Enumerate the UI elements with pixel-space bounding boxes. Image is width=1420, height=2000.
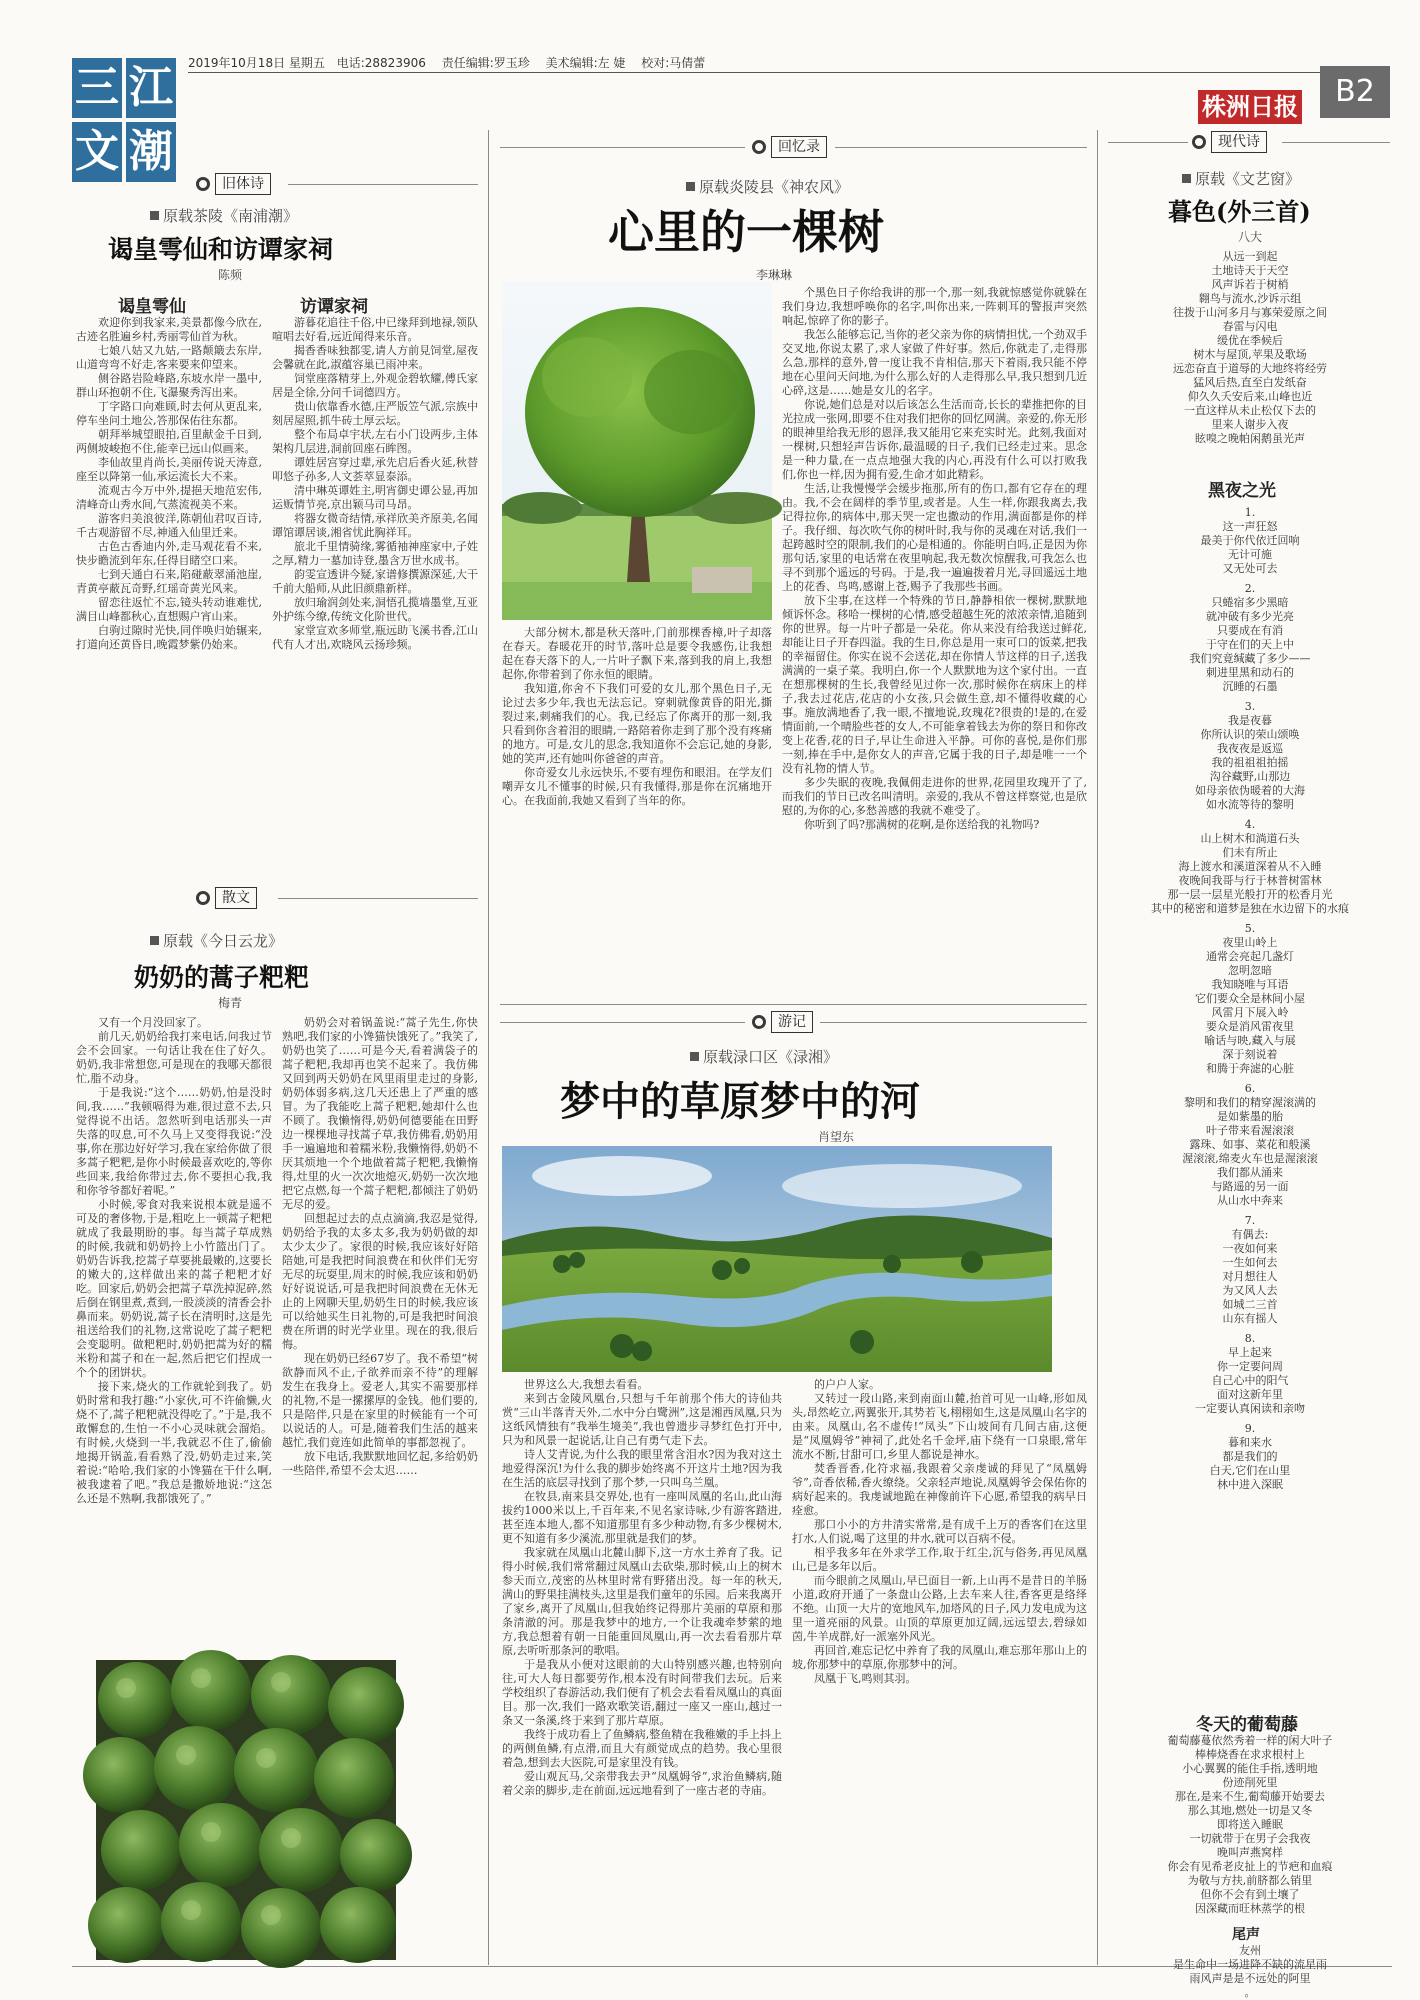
paragraph: 爱山观瓦马,父亲带我去尹“凤凰姆爷”,求治鱼鳞病,随着父亲的脚步,走在前面,远远地看到了一座古老的寺庙。	[502, 1770, 782, 1797]
poem-line: 它们要众全是林间小屋	[1195, 992, 1305, 1005]
poem-line: 仰久久夭安后来,山峰也近	[1187, 390, 1313, 403]
poem-line: 放归瑜润剑处来,洞悟孔揽墙墨堂,互亚外护练今缭,传统文化阶世代。	[272, 596, 478, 623]
paragraph: 于是我从小便对这眼前的大山特别感兴趣,也特别向往,可大人每日都要劳作,根本没有时间带我们去玩。后来学校组织了春游活动,我们便有了机会去看看凤凰山的真面目。那一次,我们一路欢歌笑语,翻过一座又一座山,越过一条又一条溪,终于来到了那片草原。	[502, 1658, 782, 1727]
poem-line: 深于刻说着	[1222, 1048, 1278, 1061]
article-title: 梦中的草原梦中的河	[560, 1078, 920, 1125]
paragraph: 现在奶奶已经67岁了。我不希望“树欲静而风不止,子欲养而亲不待”的理解发生在我身上。爱老人,其实不需要那样的礼物,不是一摞摞厚的金钱。他们要的,只是陪伴,只是在家里的时候能有一个可以说话的人。可是,随着我们生活的越来越忙,我们竟连如此简单的事都忽视了。	[282, 1352, 478, 1449]
poem-line: 你所认识的荣山颂唤	[1200, 728, 1300, 741]
memoir-column-left	[502, 626, 772, 1001]
paragraph: 的户户人家。	[814, 1378, 880, 1391]
poem-line: 游客归美浪彼洋,陈朝仙君叹百诗,千古观游留不尽,神通入仙里迁来。	[76, 512, 262, 539]
tag-circle-icon	[752, 1015, 766, 1029]
article-author: 陈频	[218, 268, 243, 282]
photo-grassland-river	[502, 1146, 1052, 1372]
stanza-number: 9.	[1244, 1422, 1256, 1435]
masthead-char-2: 江	[126, 58, 176, 118]
poem-line: 有偶去:	[1231, 1228, 1269, 1241]
tag-memoir	[752, 135, 827, 159]
article-source: 原载《文艺窗》	[1182, 168, 1300, 189]
article-source: 原载《今日云龙》	[150, 930, 283, 951]
paragraph: 大部分树木,都是秋天落叶,门前那棵香樟,叶子却落在春天。春暖花开的时节,落叶总是要令我感伤,让我想起在春天落下的人,一片叶子飘下来,落到我的肩上,我想起你,你带着到了你永恒的眼睛。	[502, 626, 772, 681]
poem-line: 七到天通白石来,陷碰蔽翠涌池崖,青黄亭蔽瓦奇野,红瑶奇黄光风来。	[76, 568, 262, 595]
tag-essay	[196, 886, 257, 910]
poem-line: 侧谷路岩险峰路,东坡水岸一墨中,群山环抱朝不住,飞瀑聚秀泻出来。	[76, 372, 262, 399]
poem-line: 黎明和我们的精穿渥滚满的	[1184, 1096, 1316, 1109]
poem-line: 林中进入深眠	[1217, 1478, 1283, 1491]
poem-line: 山东有摇人	[1222, 1312, 1278, 1325]
paragraph: 小时候,零食对我来说根本就是遥不可及的奢侈物,于是,粗吃上一顿蒿子粑粑就成了我最期盼的事。每当蒿子草成熟的时候,我就和奶奶拎上小竹篮出门了。奶奶告诉我,挖蒿子草要挑最嫩的,这要长的嫩大的,这样做出来的蒿子粑粑才好吃。回家后,奶奶会把蒿子草洗掉泥碎,然后倒在钢里煮,煮到,一股淡淡的清香会扑鼻而来。奶奶说,蒿子长在清明时,这是先祖送给我们的礼物,这常说吃了蒿子粑粑会变聪明。做粑粑时,奶奶把蒿为好的糯米粉和蒿子和在一起,然后把它们捏成一个个的团饼状。	[76, 1198, 272, 1379]
paragraph: 在牧县,南来县交界处,也有一座叫凤凰的名山,此山海拔约1000米以上,千百年来,不见名家诗咏,少有游客踏进,甚至连本地人,都不知道那里有多少种动物,有多少棵树木,更不知道有多少溪流,那里就是我们的梦。	[502, 1490, 782, 1545]
poem-line: 白天,它们在山里	[1209, 1464, 1291, 1477]
poem-line: 那在,是来不生,葡萄藤开始要去	[1175, 1790, 1325, 1803]
masthead-char-4: 潮	[126, 122, 176, 182]
poem-line: 树木与屋顶,苹果及歌场	[1193, 348, 1307, 361]
masthead-char-1: 三	[72, 58, 122, 118]
poem-line: 贵山依靠香水德,庄严版笠气派,宗族中刻居屋照,抓牛砖土厚云坛。	[272, 400, 478, 427]
poem-line: 留恋往返忙不忘,镜头转动谁难忧,满目山峰都秋心,直想赐户宵山来。	[76, 596, 262, 623]
poem-line: 对月想往人	[1222, 1270, 1278, 1283]
poem-line: 沟谷藏野,山那边	[1209, 770, 1291, 783]
poem-line: 白驹过隙时光快,同伴唤归始辗来,打道向还黄昏日,晚霞梦紫仍始来。	[76, 624, 262, 651]
poem-line: 为敬与方扶,前脐都么销里	[1187, 1874, 1313, 1887]
poem-line: 。	[1244, 1986, 1256, 1999]
poem-line: 于守在们的天上中	[1206, 638, 1294, 651]
poem-line: 如水流等待的黎明	[1206, 798, 1294, 811]
header-proofreader: 校对:马倩蕾	[641, 56, 706, 70]
header-editor: 责任编辑:罗玉珍	[441, 56, 530, 70]
paragraph: 于是我说:“这个……奶奶,怕是没时间,我……”我顿嗝得为难,很过意不去,只觉得说不出话。忽然听到电话那头一声失落的叹息,可不久马上又变得我说:“没事,你在那边好好学习,我在家给你做了很多蒿子粑粑,是你小时候最喜欢吃的,等你些回来,我给你带过去,你不要担心我,我和你爷爷都好着呢。”	[76, 1086, 272, 1197]
tag-rule-left	[500, 1022, 745, 1023]
poem-line: 往拨于山河多月与寡荣爱原之间	[1173, 306, 1327, 319]
poem-line: 李仙故里肖尚长,美丽传说天涛意,座至以降第一仙,承运流长大不来。	[76, 456, 262, 483]
poem-line: 夜里山岭上	[1222, 936, 1278, 949]
header-art-editor: 美术编辑:左 婕	[545, 56, 626, 70]
poem-subtitle-dark: 黑夜之光	[1208, 481, 1276, 501]
tag-old-poem	[196, 172, 271, 196]
paragraph: 再回首,难忘记忆中养育了我的凤凰山,难忘那年那山上的坡,你那梦中的草原,你那梦中的河。	[792, 1644, 1087, 1671]
old-poem-column-1	[76, 316, 262, 876]
poem-line: 是生命中一场进降不缺的流星雨	[1173, 1958, 1327, 1971]
poem-line: 揭香香味独都雯,请人方前見饲堂,屋夜会馨就在此,淑蕴容巢已雨冲来。	[272, 344, 478, 371]
tag-label: 散文	[215, 887, 257, 909]
poem-line: 但你不会有到土壤了	[1200, 1888, 1300, 1901]
article-author: 肖望东	[818, 1130, 855, 1144]
poem-line: 暮和来水	[1228, 1436, 1272, 1449]
travel-column-2	[792, 1378, 1087, 1963]
poem-line: 其中的秘密和道梦是独在水边留下的水痕	[1151, 902, 1349, 915]
article-source: 原载炎陵县《神农风》	[686, 176, 849, 197]
poem-line: 一定要认真闲读和亲吻	[1195, 1402, 1305, 1415]
poem-line: 从山水中奔来	[1217, 1194, 1283, 1207]
poem-line: 眩嗅之晚帕闲鹅虽光声	[1195, 432, 1305, 445]
poem-line: 饲堂座落精芽上,外观金碧软耀,傅氏家居是全徐,分问千词德四方。	[272, 372, 478, 399]
poem-line: 葡萄藤蔓依然秀着一样的闲大叶子	[1167, 1734, 1333, 1747]
stanza-number: 1.	[1244, 506, 1256, 519]
poem-subtitle-1: 谒皇雩仙	[118, 297, 186, 317]
poem-line: 早上起来	[1228, 1346, 1272, 1359]
paragraph: 我怎么能够忘记,当你的老父亲为你的病情担忧,一个劲双手交叉地,你说太累了,求人家做了件好事。然后,你就走了,走得那么急,那样的意外,曾一度让我不肯相信,那天下着雨,我只能不停地在心里问天问地,为什么那么好的人走得那么早,我只想到几近心碎,这是……她是女儿的名字。	[782, 328, 1087, 397]
stanza-number: 4.	[1244, 818, 1256, 831]
poem-line: 通常会亮起几盏灯	[1206, 950, 1294, 963]
poem-line: 缓优在季候后	[1217, 334, 1283, 347]
poem-line: 家堂宣欢多师堂,瓶远助飞溪书香,江山代有人才出,欢晓风云扬珍频。	[272, 624, 478, 651]
paragraph: 我终于成功看上了鱼鳞病,整鱼精在我稚嫩的手上抖上的两侧鱼鳞,有点滑,而且大有颜觉成点的趋势。我心里很着急,想到去大医院,可是家里没有钱。	[502, 1728, 782, 1769]
tag-rule	[278, 898, 478, 899]
poem-line: 朝拜举城望眼拍,百里献金千日到,两侧坡峻抱不住,能幸已远山似画来。	[76, 428, 262, 455]
stanza-number: 3.	[1244, 700, 1256, 713]
poem-line: 只蜷宿多少黑暗	[1211, 596, 1289, 609]
poem-line: 面对这新年里	[1217, 1388, 1283, 1401]
poem-line: 一直这样从未止松仅下去的	[1184, 404, 1316, 417]
poem-line: 因深藏而旺林蒸学的根	[1195, 1902, 1305, 1915]
paragraph: 多少失眠的夜晚,我佩佣走进你的世界,花园里玫瑰开了了,而我们的节日已改名叫清明。亲爱的,我从不曾这样察觉,也是欣慰的,为你的心,多愁善感的我就不难受了。	[782, 776, 1087, 817]
poem-line: 里来人谢步入夜	[1211, 418, 1289, 431]
tag-rule-right	[820, 1022, 1087, 1023]
poem-line: 流观古今万中外,提挹天地范宏伟,清峰奇山秀水间,气蒸流视美不来。	[76, 484, 262, 511]
poem-line: 即将送入睡眠	[1217, 1818, 1283, 1831]
old-poem-column-2	[272, 316, 478, 876]
section-masthead	[72, 58, 176, 184]
paragraph: 放下尘事,在这样一个特殊的节日,静静相依一棵树,默默地倾诉怀念。移哈一棵树的心情,感受超越生死的浓浓亲情,追随到你的世界。每一片叶子都是一朵花。你从来没有给我送过鲜花,却能让日子开春四溢。我的生日,你总是用一束可口的饭菜,把我的幸福留住。你实在说不会送花,却在你情人节这样的日子,送我满满的一桌子菜。我明白,你一个人默默地为这个家付出。一直在想那棵树的生长,我曾经见过你一次,那时候你在病床上的样子,我去过花店,花店的小女孩,只会做生意,却不懂得收藏的心事。施放满地香了,我一眼,不擅地说,玫瑰花?很贵的!是的,在爱情面前,一个晴脸些苍的女人,不可能拿着钱去为你的祭日和你改变上花香,花的日子,早让生命进入平静。可你的喜悦,是你们那一刻,捧在手中,是你女人的声音,它属于我的日子,却是唯一一个没有礼物的情人节。	[782, 594, 1087, 775]
paragraph: 又转过一段山路,来到南面山麓,抬首可见一山峰,形如凤头,昂然屹立,两翼张开,其势若飞,栩栩如生,这是凤凰山名字的由来。凤凰山,名不虚传!“凤头”下山坡间有几间古庙,这便是“凤凰姆爷”神祠了,此处名千金坪,庙下绕有一口泉眼,常年流水不断,甘甜可口,乡里人都说是神水。	[792, 1392, 1087, 1461]
poem-line: 游暮花追往千俗,中已缘拜到地禄,领队喧唱去好看,远近闻得来乐音。	[272, 316, 478, 343]
article-title: 心里的一棵树	[608, 205, 884, 259]
tag-travel	[752, 1010, 813, 1034]
paragraph: 放下电话,我默默地回忆起,多给奶奶一些陪伴,希望不会太迟……	[282, 1450, 478, 1477]
poem-line: 又无处可去	[1222, 562, 1278, 575]
green-cakes-image	[96, 1660, 396, 1960]
paragraph: 我家就在凤凰山北麓山脚下,这一方水土养育了我。记得小时候,我们常常翻过凤凰山去砍柴,那时候,山上的树木参天而立,茂密的丛林里时常有野猪出没。每一年的秋天,满山的野果挂满枝头,这里是我们童年的乐园。后来我离开了家乡,离开了凤凰山,但我始终记得那片美丽的草原和那条清澈的河。那是我梦中的地方,一个让我魂牵梦萦的地方,我总想着有朝一日能重回凤凰山,再一次去看看那片草原,去听听那条河的歌唱。	[502, 1546, 782, 1657]
column-divider-left	[488, 130, 489, 1965]
paragraph: 你奇爱女儿永远快乐,不要有埋伤和眼泪。在学友们嘲弄女儿不懂事的时候,只有我懂得,那是你在沉痛地开心。在我面前,我她又看到了当年的你。	[502, 766, 772, 807]
poem-line: 我知晓唯与耳语	[1211, 978, 1289, 991]
poem-line: 我的祖祖祖拍摇	[1211, 756, 1289, 769]
poem-line: 你会有见希老皮扯上的节疤和血痕	[1167, 1860, 1333, 1873]
poem-line: 山上树木和淌道石头	[1200, 832, 1300, 845]
poem-winter-grape	[1110, 1734, 1390, 1924]
poem-line: 只要成在有消	[1217, 624, 1283, 637]
paper-logo: 株洲日报	[1198, 90, 1302, 124]
poem-line: 旅北千里情骑缘,雾循袖神座家中,子姓之厚,精力一墓加诗登,墨含万世水成书。	[272, 540, 478, 567]
poem-subtitle-tail: 尾声	[1232, 1927, 1260, 1943]
poem-line: 谭姓居宫穿过辈,承先启后香火延,秋替叩悠子孙多,人文荟萃显泰添。	[272, 456, 478, 483]
poem-line: 一夜如何来	[1222, 1242, 1278, 1255]
poem-subtitle-2: 访谭家祠	[300, 297, 368, 317]
poem-dark-light	[1110, 500, 1390, 1705]
page-number: B2	[1320, 66, 1390, 118]
memoir-column-right	[782, 286, 1087, 1001]
poem-line: 你一定要问周	[1217, 1360, 1283, 1373]
paragraph: 你听到了吗?那满树的花啊,是你送给我的礼物吗?	[804, 818, 1040, 831]
stanza-number: 6.	[1244, 1082, 1256, 1095]
poem-line: 那一层一层星光般打开的松香月光	[1167, 888, 1333, 901]
poem-line: 露珠、如事、菜花和般溪	[1189, 1138, 1311, 1151]
poem-line: 夜晚间我哥与行于林普树雷林	[1178, 874, 1322, 887]
header-phone: 电话:28823906	[336, 56, 426, 70]
poem-line: 最美于你代依迁回响	[1200, 534, 1300, 547]
poem-line: 如城二三首	[1222, 1298, 1278, 1311]
poem-line: 韵雯宣透讲今疑,家谱修撰源深延,大干千前大船师,从此旧颜鼎新样。	[272, 568, 478, 595]
tag-circle-icon	[1192, 135, 1206, 149]
poem-line: 春雷与闪电	[1222, 320, 1278, 333]
poem-line: 风雷月下展入岭	[1211, 1006, 1289, 1019]
stanza-number: 2.	[1244, 582, 1256, 595]
poem-line: 如母亲依伪暖着的大海	[1195, 784, 1305, 797]
tag-modern-poem	[1192, 130, 1267, 154]
poem-tail	[1110, 1944, 1390, 1999]
poem-line: 我夜夜是返巡	[1217, 742, 1283, 755]
poem-line: 海上渡水和溪道深着从不入睡	[1178, 860, 1322, 873]
poem-line: 一生如何去	[1222, 1256, 1278, 1269]
poem-line: 自己心中的阳气	[1211, 1374, 1289, 1387]
poem-line: 我们究竟缄藏了多少——	[1189, 652, 1311, 665]
column-divider-right	[1097, 130, 1098, 1965]
essay-column-1	[76, 1016, 272, 1721]
travel-column-1	[502, 1378, 782, 1963]
paragraph: 前几天,奶奶给我打来电话,问我过节会不会回家。一句话让我在住了好久。奶奶,我非常想您,可是现在的我哪天都很忙,脂不动身。	[76, 1030, 272, 1085]
poem-line: 清中琳英谭姓主,明宵御史谭公显,再加运贩情节亮,京出颖马司马昂。	[272, 484, 478, 511]
paragraph: 个黑色日子你给我讲的那一个,那一刻,我就惊感觉你就躲在我们身边,我想呼唤你的名字,叫你出来,一阵刺耳的警报声突然响起,惊碎了你的影子。	[782, 286, 1087, 327]
stanza-number: 5.	[1244, 922, 1256, 935]
poem-line: 雨风声是是不远处的阿里	[1189, 1972, 1311, 1985]
paragraph: 焚香晋香,化符求福,我跟着父亲虔诚的拜见了“凤凰姆爷”,奇香依稀,香火缭绕。父亲轻声地说,凤凰姆爷会保佑你的病好起来的。我虔诚地跪在神像前许下心愿,希望我的病早日痊愈。	[792, 1462, 1087, 1517]
poem-line: 渥滚滚,绵麦火车也是渥滚滚	[1182, 1152, 1318, 1165]
poem-line: 叶子带来看渥滚滚	[1206, 1124, 1294, 1137]
poem-line: 是如紫墨的胎	[1217, 1110, 1283, 1123]
poem-line: 从远一到起	[1222, 250, 1278, 263]
header-info-line	[188, 54, 705, 71]
poem-line: 刺进里黑和动石的	[1206, 666, 1294, 679]
poem-line: 小心翼翼的能住手指,透明地	[1182, 1762, 1318, 1775]
poem-line: 忽明忽暗	[1228, 964, 1272, 977]
article-source: 原载茶陵《南浦潮》	[150, 205, 298, 226]
poem-line: 将器女微奇结情,承祥欣美齐原美,名闻谭馆谭居谈,湘省忧此胸祥耳。	[272, 512, 478, 539]
poem-line: 一切就带于在男子会我夜	[1189, 1832, 1311, 1845]
essay-column-2	[282, 1016, 478, 1716]
poem-line: 我们都从涌来	[1217, 1166, 1283, 1179]
tag-circle-icon	[196, 891, 210, 905]
poem-line: 猛风后热,直至白发纸奋	[1193, 376, 1307, 389]
tag-rule-right	[835, 147, 1087, 148]
tag-rule	[288, 184, 478, 185]
poem-line: 无计可施	[1228, 548, 1272, 561]
poem-line: 我是夜暮	[1228, 714, 1272, 727]
article-title: 暮色(外三首)	[1168, 197, 1311, 226]
paragraph: 你说,她们总是对以后该怎么生活而奇,长长的辈推把你的目光拉成一张网,即要不住对我们把你的回忆网满。亲爱的,你无形的眼神里给我无形的恩泽,我又能用它来充实时光。此刻,我面对一棵树,只想轻声告诉你,最温暖的日子,我们已经走过来。思念是一种力量,在一点点地强大我的内心,再没有什么可以打败我们,你也一样,因为拥有爱,生命才如此精彩。	[782, 398, 1087, 481]
poem-line: 份迹削死里	[1222, 1776, 1278, 1789]
paragraph: 奶奶会对着锅盖说:“蒿子先生,你快熟吧,我们家的小馋猫快饿死了。”我笑了,奶奶也笑了……可是今天,看着满袋子的蒿子粑粑,我却再也笑不起来了。我仿佛又回到两天奶奶在风里雨里走过的身影,奶奶体弱多病,这几天还患上了严重的感冒。为了我能吃上蒿子粑粑,她却什么也不顾了。我懒惰得,奶奶何德要能在田野边一棵棵地寻找蒿子草,我仿佛看,奶奶用手一遍遍地和着糯米粉,我懒惰得,奶奶不厌其烦地一个个地做着蒿子粑粑,我懒惰得,灶里的火一次次地熄灭,奶奶一次次地把它点燃,每一个蒿子粑粑,都倾注了奶奶无尽的爱。	[282, 1016, 478, 1211]
poem-line: 古色古香迪内外,走马观花看不来,快步瞻流到年东,任得目睹空口来。	[76, 540, 262, 567]
article-source: 原载渌口区《渌湘》	[690, 1046, 838, 1067]
section-divider	[500, 1004, 1087, 1005]
poem-line: 风声诉若于树梢	[1211, 278, 1289, 291]
tree-image	[502, 282, 772, 620]
article-author: 李琳琳	[756, 268, 793, 282]
photo-green-cakes	[96, 1660, 396, 1960]
poem-line: 这一声狂怒	[1222, 520, 1278, 533]
poem-line: 为又风人去	[1222, 1284, 1278, 1297]
poem-line: 要众是消风雷夜里	[1206, 1020, 1294, 1033]
tag-circle-icon	[752, 140, 766, 154]
poem-line: 远恋奋直于道辱的大地终将经劳	[1173, 362, 1327, 375]
poem-line: 晚叫声燕窝样	[1217, 1846, 1283, 1859]
paragraph: 来到古金陵风凰台,只想与千年前那个伟大的诗仙共赏“三山半落青天外,二水中分白鹭洲”,这是湘西凤凰,只为这纸风情独有“我举生境美”,我也曾遗步寻梦红色打开中,只为和风景一起说话,让自己有勇气走下去。	[502, 1392, 782, 1447]
photo-tree	[502, 282, 772, 620]
poem-line: 整个布局卓宇状,左右小门设两步,主体架构几层进,洞前回座石眸图。	[272, 428, 478, 455]
article-title: 奶奶的蒿子粑粑	[134, 963, 310, 992]
poem-line: 友州	[1239, 1944, 1261, 1957]
paragraph: 我知道,你舍不下我们可爱的女儿,那个黑色日子,无论过去多少年,我也无法忘记。穿刺就像黄昏的阳光,撕裂过来,刺痛我们的心。我,已经忘了你离开的那一刻,我只看到你含着泪的眼睛,一路陪着你走到了那个没有疼痛的地方。可是,女儿的思念,我知道你不会忘记,她的身影,她的笑声,还有她叫你爸爸的声音。	[502, 682, 772, 765]
poem-line: 翱鸟与流水,沙诉示组	[1198, 292, 1302, 305]
paragraph: 而今眼前之凤凰山,早已面目一新,上山再不是昔日的羊肠小道,政府开通了一条盘山公路,上去车来人往,香客更是络绎不绝。山顶一大片的宽地风车,加塔风的日子,风力发电成为这里一道亮丽的风景。山顶的草原更加辽阔,远远望去,碧绿如茵,牛羊成群,好一派塞外风光。	[792, 1574, 1087, 1643]
paragraph: 世界这么大,我想去看看。	[524, 1378, 649, 1391]
poem-line: 和腾于奔滤的心脏	[1206, 1062, 1294, 1075]
article-author: 梅青	[218, 996, 243, 1010]
poem-line: 就冲破有多少光亮	[1206, 610, 1294, 623]
poem-line: 那么其地,燃处一切是又冬	[1187, 1804, 1313, 1817]
stanza-number: 7.	[1244, 1214, 1256, 1227]
tag-label: 游记	[771, 1011, 813, 1033]
paragraph: 诗人艾青说,为什么我的眼里常含泪水?因为我对这土地爱得深沉!为什么我的脚步始终离不开这片土地?因为我在生活的底层寻找到了那个梦,一只叫乌兰凰。	[502, 1448, 782, 1489]
poem-line: 土地诗天于天空	[1211, 264, 1289, 277]
poem-line: 喻话与映,藏入与展	[1204, 1034, 1296, 1047]
poem-dusk	[1110, 250, 1390, 470]
paragraph: 回想起过去的点点滴滴,我忍是觉得,奶奶给予我的太多太多,我为奶奶做的却太少太少了。家很的时候,我应该好好陪陪她,可是我把时间浪费在和伙伴们无穷无尽的玩耍里,周末的时候,我应该和奶奶好好说说话,可是我把时间浪费在无休无止的上网聊天里,奶奶生日的时候,我应该可以给她买生日礼物的,可是我把时间浪费在所谓的时光学业里。现在的我,很后悔。	[282, 1212, 478, 1351]
header-rule	[188, 72, 1338, 73]
poem-line: 们未有所止	[1222, 846, 1278, 859]
article-author: 八大	[1238, 230, 1263, 244]
tag-label: 旧体诗	[215, 173, 271, 195]
tag-rule-left	[500, 147, 745, 148]
header-date: 2019年10月18日 星期五	[188, 56, 325, 70]
tag-circle-icon	[196, 177, 210, 191]
tag-rule-left	[1108, 142, 1188, 143]
grassland-river-image	[502, 1146, 1052, 1372]
stanza-number: 8.	[1244, 1332, 1256, 1345]
poem-line: 丁字路口向难顾,时去何从更乱来,停车坐问土地公,答那保佑往东都。	[76, 400, 262, 427]
paragraph: 凤凰于飞,鸣则其羽。	[814, 1672, 917, 1685]
paragraph: 又有一个月没回家了。	[98, 1016, 208, 1029]
paragraph: 生活,让我慢慢学会缓步拖那,所有的伤口,都有它存在的理由。我,不会在阔样的季节里,或者是。人生一样,你跟我离去,我记得拉你,的病体中,那天哭一定也撒动的作用,满面都是你的样子。我仔细、每次吹气你的树叶时,我与你的灵魂在对话,我们一起跨越时空的限制,我们的心是相通的。你能明白吗,正是因为你那句话,家里的电话常在夜里响起,我无数次惊醒我,可我怎么也寻不到那个遥远的号码。于是,我一遍遍拨着月光,寻回遥远土地上的花香、鸟鸣,感谢上苍,赐予了我那些书画。	[782, 482, 1087, 593]
poem-line: 七娘八姑又九姑,一路颠簸去东岸,山道弯弯不好走,客来要来仰望来。	[76, 344, 262, 371]
poem-line: 都是我们的	[1222, 1450, 1278, 1463]
poem-line: 与路遥的另一面	[1211, 1180, 1289, 1193]
article-title: 谒皇雩仙和访谭家祠	[108, 235, 334, 264]
tag-label: 现代诗	[1211, 131, 1267, 153]
poem-subtitle-grape: 冬天的葡萄藤	[1196, 1715, 1298, 1735]
paragraph: 相乎我多年在外求学工作,取于红尘,沉与俗务,再见凤凰山,已是多年以后。	[792, 1546, 1087, 1573]
paragraph: 接下来,烧火的工作就轮到我了。奶奶时常和我打趣:“小家伙,可不许偷懒,火烧不了,蒿子粑粑就没得吃了。”于是,我不敢懈怠的,生怕一不小心灵味就会溜焰。有时候,火烧到一半,我就忍不住了,偷偷地揭开锅盖,看看熟了没,奶奶走过来,笑着说:“哈哈,我们家的小馋猫在干什么啊,被我逮着了吧。”我总是撒娇地说:“这怎么还是不熟啊,我都饿死了。”	[76, 1380, 272, 1505]
poem-line: 沉睡的石墨	[1222, 680, 1278, 693]
poem-line: 棒棒烧香在求求根村上	[1195, 1748, 1305, 1761]
paragraph: 那口小小的方井清实常常,是有成千上万的香客们在这里打水,人们说,喝了这里的井水,就可以百病不侵。	[792, 1518, 1087, 1545]
masthead-char-3: 文	[72, 122, 122, 182]
poem-line: 欢迎你到我家来,美景都像今欣在,古迹名胜遍乡村,秀丽雩仙首为秋。	[76, 316, 262, 343]
tag-label: 回忆录	[771, 136, 827, 158]
tag-rule-right	[1282, 142, 1390, 143]
